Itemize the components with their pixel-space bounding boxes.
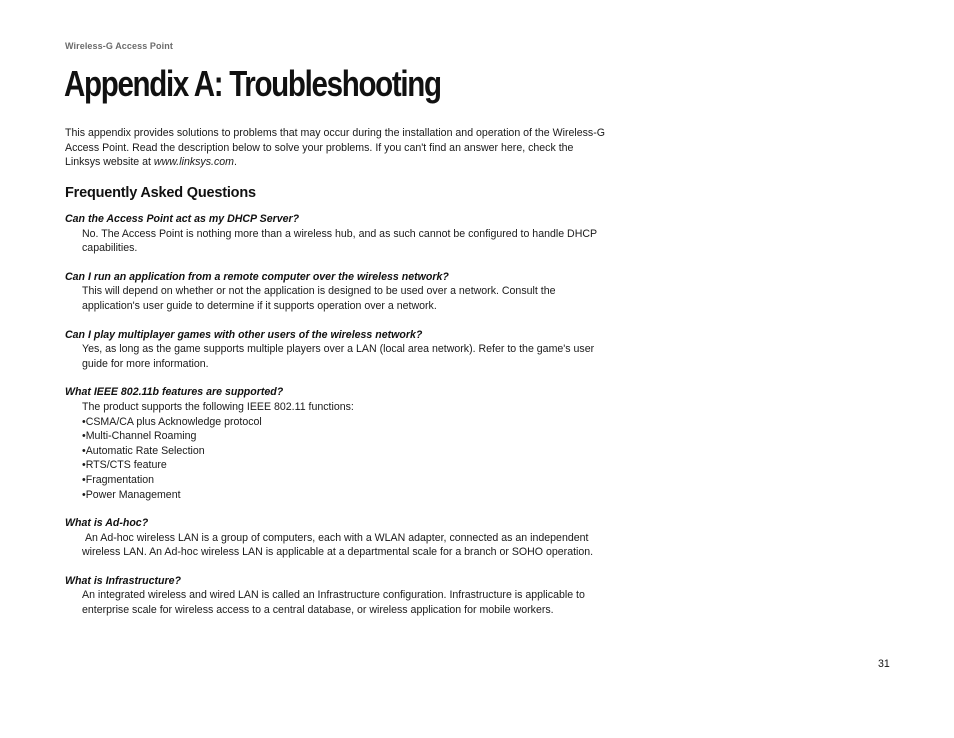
list-item: • Multi-Channel Roaming	[82, 429, 605, 444]
faq-question: Can the Access Point act as my DHCP Server?	[65, 213, 300, 225]
faq-question: Can I play multiplayer games with other users of the wireless network?	[65, 328, 423, 341]
page-number: 31	[878, 658, 890, 670]
faq-item	[65, 516, 605, 560]
list-item: • Automatic Rate Selection	[82, 444, 605, 459]
running-header: Wireless-G Access Point	[65, 41, 173, 51]
faq-answer: This will depend on whether or not the application is designed to be used over a network. Consult the application's user guide to determine if it supports operation over a network.	[82, 285, 556, 312]
list-item: • Power Management	[82, 488, 605, 503]
faq-item	[65, 270, 605, 314]
faq-answer: No. The Access Point is nothing more than a wireless hub, and as such cannot be configured to handle DHCP capabilities.	[82, 227, 597, 255]
faq-answer-with-list	[82, 400, 605, 502]
list-item: • CSMA/CA plus Acknowledge protocol	[82, 415, 605, 430]
faq-question: What is Ad-hoc?	[65, 517, 149, 530]
section-heading: Frequently Asked Questions	[65, 185, 256, 201]
page-title: Appendix A: Troubleshooting	[64, 63, 441, 104]
intro-text: This appendix provides solutions to problems that may occur during the installation and operation of the Wireless-G Access Point. Read the description below to solve your problems. If you can't find an answer here, check the Linksys website at	[65, 127, 605, 169]
feature-list	[82, 415, 605, 503]
faq-item	[65, 385, 605, 502]
faq-question: What IEEE 802.11b features are supported?	[65, 386, 284, 399]
intro-paragraph	[65, 126, 605, 170]
faq-item	[65, 574, 605, 618]
faq-answer: An Ad-hoc wireless LAN is a group of computers, each with a WLAN adapter, connected as an independent wireless LAN. An Ad-hoc wireless LAN is applicable at a departmental scale for a branch or SOHO operation.	[82, 531, 594, 559]
faq-answer: Yes, as long as the game supports multiple players over a LAN (local area network). Refer to the game's user guide for more information.	[82, 343, 595, 370]
list-item: • RTS/CTS feature	[82, 458, 605, 473]
faq-question: Can I run an application from a remote computer over the wireless network?	[65, 270, 449, 283]
faq-answer: An integrated wireless and wired LAN is called an Infrastructure configuration. Infrastructure is applicable to enterprise scale for wireless access to a central database, or wireless application for mobile workers.	[82, 589, 585, 617]
faq-question: What is Infrastructure?	[65, 574, 181, 587]
intro-end: .	[233, 156, 237, 169]
faq-answer: The product supports the following IEEE 802.11 functions:	[82, 400, 354, 413]
faq-item	[65, 328, 605, 372]
linksys-website-link[interactable]: www.linksys.com	[153, 156, 234, 169]
list-item: • Fragmentation	[82, 473, 605, 488]
faq-list	[65, 212, 605, 632]
faq-item	[65, 212, 605, 256]
